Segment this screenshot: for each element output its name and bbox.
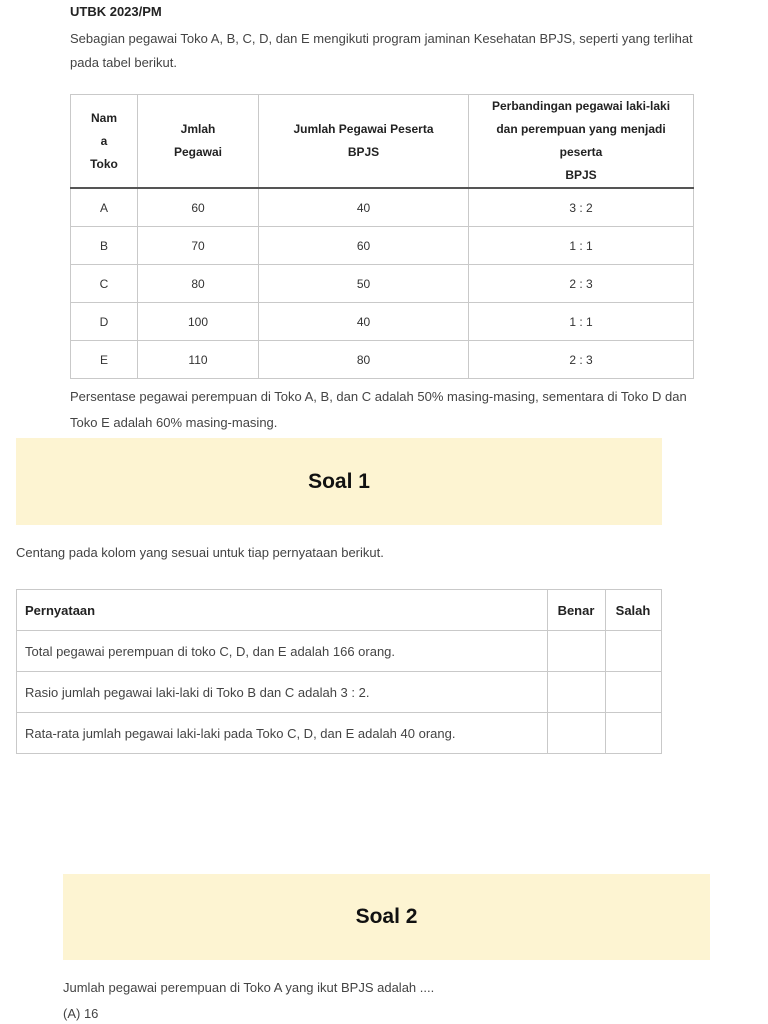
statement-text: Rasio jumlah pegawai laki-laki di Toko B dan C adalah 3 : 2. (17, 672, 548, 713)
cell-toko: A (71, 188, 138, 227)
percentage-paragraph: Persentase pegawai perempuan di Toko A, B, dan C adalah 50% masing-masing, sementara di Toko D dan Toko E adalah 60% masing-masing. (70, 389, 687, 430)
cell-rasio: 2 : 3 (469, 341, 694, 379)
header-salah: Salah (606, 590, 662, 631)
soal-1-instruction: Centang pada kolom yang sesuai untuk tiap pernyataan berikut. (16, 545, 384, 560)
cell-pegawai: 60 (138, 188, 259, 227)
header-benar: Benar (548, 590, 606, 631)
header-jumlah-pegawai: Jmlah Pegawai (138, 95, 259, 189)
cell-toko: E (71, 341, 138, 379)
cell-pegawai: 80 (138, 265, 259, 303)
answer-option-a[interactable]: (A) 16 (63, 1006, 99, 1021)
table-row (71, 227, 694, 265)
benar-check-cell[interactable] (548, 713, 606, 754)
benar-check-cell[interactable] (548, 631, 606, 672)
cell-rasio: 1 : 1 (469, 303, 694, 341)
statement-row (17, 672, 662, 713)
soal-2-question: Jumlah pegawai perempuan di Toko A yang ikut BPJS adalah .... (63, 980, 435, 995)
header-tag: UTBK 2023/PM (70, 4, 162, 19)
salah-check-cell[interactable] (606, 672, 662, 713)
header-pernyataan: Pernyataan (17, 590, 548, 631)
cell-pegawai: 100 (138, 303, 259, 341)
cell-rasio: 3 : 2 (469, 188, 694, 227)
salah-check-cell[interactable] (606, 631, 662, 672)
table-row (71, 265, 694, 303)
cell-peserta: 40 (259, 303, 469, 341)
cell-toko: B (71, 227, 138, 265)
statement-table (16, 589, 662, 754)
cell-toko: D (71, 303, 138, 341)
bpjs-data-table (70, 94, 694, 379)
cell-peserta: 80 (259, 341, 469, 379)
header-perbandingan: Perbandingan pegawai laki-laki dan perempuan yang menjadi peserta BPJS (469, 95, 694, 189)
table-row (71, 341, 694, 379)
header-nama-toko: Nam a Toko (71, 95, 138, 189)
cell-pegawai: 110 (138, 341, 259, 379)
salah-check-cell[interactable] (606, 713, 662, 754)
cell-rasio: 2 : 3 (469, 265, 694, 303)
table-row (71, 303, 694, 341)
cell-peserta: 40 (259, 188, 469, 227)
cell-peserta: 60 (259, 227, 469, 265)
cell-rasio: 1 : 1 (469, 227, 694, 265)
cell-peserta: 50 (259, 265, 469, 303)
header-peserta-bpjs: Jumlah Pegawai Peserta BPJS (259, 95, 469, 189)
benar-check-cell[interactable] (548, 672, 606, 713)
soal-1-heading: Soal 1 (16, 438, 662, 525)
statement-header-row (17, 590, 662, 631)
table-header-row (71, 95, 694, 189)
intro-text: Sebagian pegawai Toko A, B, C, D, dan E mengikuti program jaminan Kesehatan BPJS, seperti yang terlihat pada tabel berikut. (70, 31, 693, 70)
statement-text: Rata-rata jumlah pegawai laki-laki pada Toko C, D, dan E adalah 40 orang. (17, 713, 548, 754)
statement-row (17, 631, 662, 672)
soal-2-heading: Soal 2 (63, 874, 710, 960)
statement-row (17, 713, 662, 754)
statement-text: Total pegawai perempuan di toko C, D, dan E adalah 166 orang. (17, 631, 548, 672)
table-row (71, 188, 694, 227)
cell-toko: C (71, 265, 138, 303)
cell-pegawai: 70 (138, 227, 259, 265)
